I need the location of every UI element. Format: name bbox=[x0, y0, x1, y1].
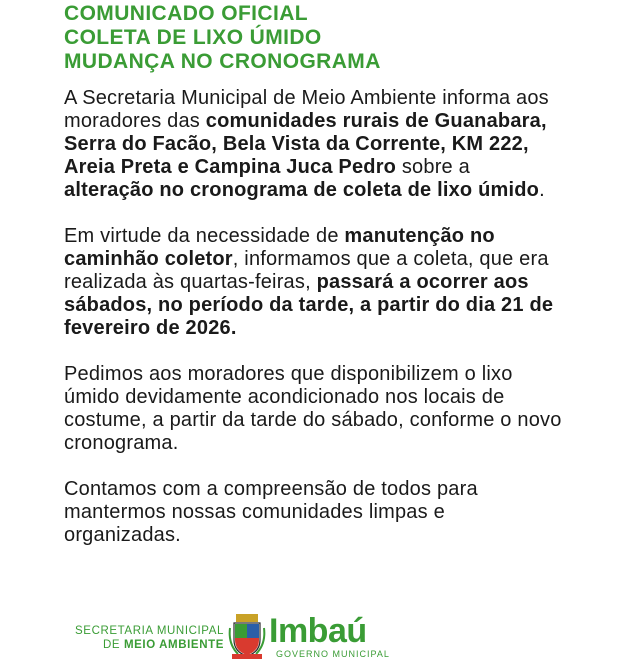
paragraph-1 bbox=[64, 87, 564, 202]
p1-text-2: sobre a bbox=[396, 156, 470, 178]
paragraph-3: Pedimos aos moradores que disponibilizem o lixo úmido devidamente acondicionado nos locais de costume, a partir da tarde do sábado, conforme o novo cronograma. bbox=[64, 363, 562, 454]
p2-bold-maintenance: manutenção no caminhão coletor bbox=[64, 225, 495, 270]
title-line-1: COMUNICADO OFICIAL bbox=[64, 2, 309, 25]
municipal-crest-icon bbox=[228, 614, 266, 660]
footer-logos bbox=[64, 612, 404, 660]
imbau-logo-wordmark: Imbaú bbox=[269, 612, 367, 650]
secretaria-line-2-bold: MEIO AMBIENTE bbox=[123, 639, 224, 651]
p1-bold-change: alteração no cronograma de coleta de lixo úmido bbox=[64, 179, 540, 201]
title-line-2: COLETA DE LIXO ÚMIDO bbox=[64, 26, 322, 49]
p1-text-1: A Secretaria Municipal de Meio Ambiente informa aos moradores das bbox=[64, 87, 549, 132]
title-line-3: MUDANÇA NO CRONOGRAMA bbox=[64, 50, 381, 73]
secretaria-line-1: SECRETARIA MUNICIPAL bbox=[75, 625, 224, 637]
announcement-body bbox=[64, 87, 564, 570]
announcement-title bbox=[64, 2, 381, 74]
p2-text-2: , informamos que a coleta, que era realizada às quartas-feiras, bbox=[64, 248, 549, 293]
p1-text-3: . bbox=[539, 179, 545, 201]
p2-text-1: Em virtude da necessidade de bbox=[64, 225, 345, 247]
paragraph-2 bbox=[64, 225, 564, 340]
p1-bold-communities: comunidades rurais de Guanabara, Serra do Facão, Bela Vista da Corrente, KM 222, Areia Preta e Campina Juca Pedro bbox=[64, 110, 547, 178]
governo-municipal-label: GOVERNO MUNICIPAL bbox=[276, 649, 390, 659]
paragraph-4: Contamos com a compreensão de todos para mantermos nossas comunidades limpas e organizadas. bbox=[64, 478, 478, 546]
secretaria-logo-text bbox=[64, 624, 224, 652]
p2-bold-new-schedule: passará a ocorrer aos sábados, no período da tarde, a partir do dia 21 de fevereiro de 2026. bbox=[64, 271, 554, 339]
secretaria-line-2-prefix: DE bbox=[103, 639, 124, 651]
secretaria-line-2 bbox=[64, 638, 224, 652]
